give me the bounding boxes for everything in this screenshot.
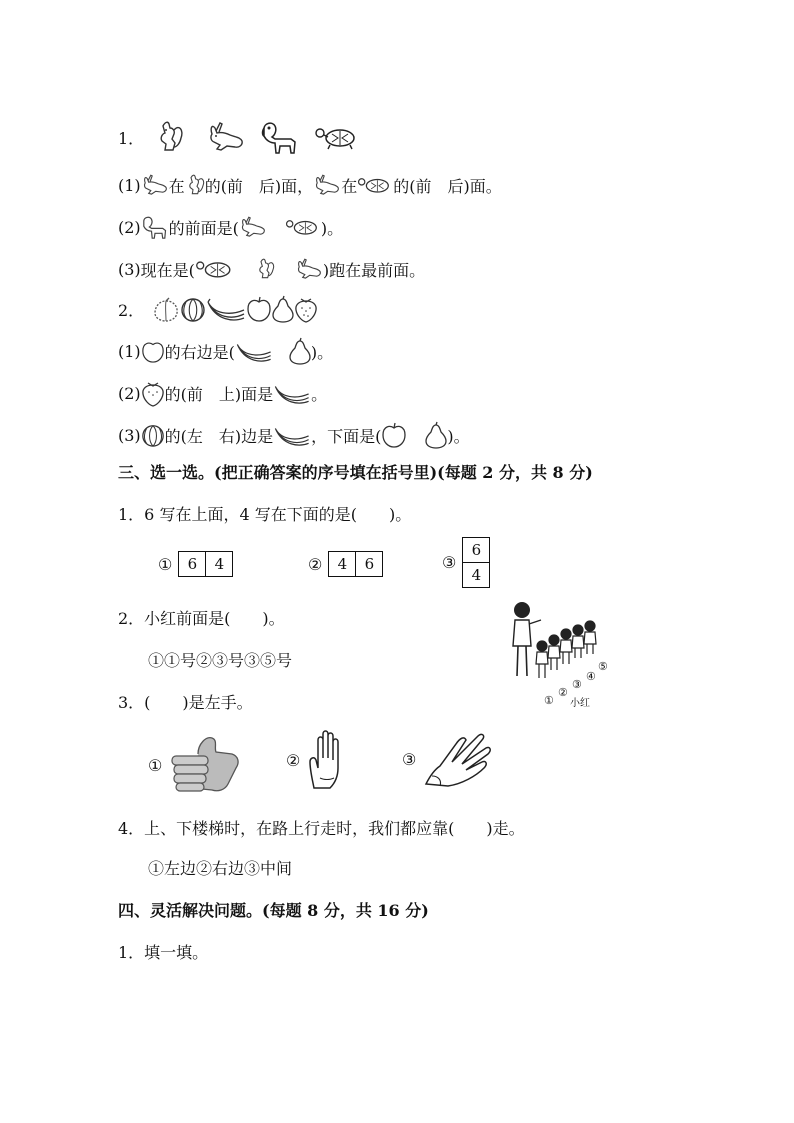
- section3-title: 三、选一选。(把正确答案的序号填在括号里)(每题 2 分，共 8 分): [118, 462, 593, 482]
- s3-q2-options: ①①号②③号③⑤号: [148, 650, 293, 670]
- s3-q1-option3: [442, 537, 490, 588]
- squirrel-icon: [185, 172, 205, 198]
- option-marker: ②: [286, 750, 301, 770]
- q1-part1-text-a: 在: [168, 176, 185, 196]
- apple-icon: [141, 338, 165, 364]
- child-label: ②: [558, 686, 568, 699]
- banana-icon: [206, 296, 246, 322]
- child-label: ①: [544, 694, 554, 707]
- option-marker: ③: [442, 553, 457, 572]
- dog-icon: [260, 119, 300, 155]
- q1-animals-row: [118, 122, 360, 152]
- rabbit-icon: [239, 216, 267, 238]
- q2-part3-text-b: ，下面是(: [311, 426, 382, 446]
- strawberry-icon: [294, 295, 318, 323]
- s3-q1-option1: [158, 551, 233, 577]
- squirrel-icon: [255, 256, 275, 282]
- option-marker: ①: [158, 554, 173, 574]
- banana-icon: [235, 339, 273, 363]
- s3-q3-option3: [402, 728, 494, 790]
- child-label: ③: [572, 678, 582, 691]
- q1-part1-text-b: 的(前 后)面，: [204, 176, 314, 196]
- turtle-icon: [285, 216, 321, 238]
- q2-part1-text-a: 的右边是(: [164, 342, 235, 362]
- horizontal-number-box: [328, 551, 383, 577]
- rabbit-icon: [141, 174, 169, 196]
- s3-q3-option2: [286, 728, 350, 792]
- s3-q1-text: 1．6 写在上面，4 写在下面的是( )。: [118, 504, 412, 524]
- child-label: ④: [586, 670, 596, 683]
- q1-part1-text-c: 在: [341, 176, 358, 196]
- s3-q3-text: 3．( )是左手。: [118, 692, 253, 712]
- pear-icon: [289, 337, 311, 365]
- apple-icon: [381, 421, 407, 449]
- side-palm-hand-icon: [422, 728, 494, 790]
- q2-part3-text-a: 的(左 右)边是: [164, 426, 274, 446]
- strawberry-icon: [141, 379, 165, 407]
- rabbit-icon: [295, 258, 323, 280]
- box-cell: 6: [355, 552, 382, 576]
- q2-part2: [118, 378, 327, 408]
- turtle-icon: [357, 174, 393, 196]
- banana-icon: [273, 381, 311, 405]
- s3-q4-text: 4．上、下楼梯时，在路上行走时，我们都应靠( )走。: [118, 818, 525, 838]
- peach-icon: [152, 296, 180, 322]
- watermelon-icon: [180, 296, 206, 322]
- q1-part3-text-a: 现在是(: [140, 260, 195, 280]
- vertical-number-box: [462, 537, 490, 588]
- s3-q2-text: 2．小红前面是( )。: [118, 608, 285, 628]
- q1-part1: [118, 170, 502, 200]
- turtle-icon: [314, 124, 360, 150]
- box-cell: 4: [205, 552, 232, 576]
- rabbit-icon: [206, 122, 246, 152]
- thumbs-up-hand-icon: [168, 734, 244, 796]
- squirrel-icon: [154, 120, 184, 154]
- q2-part2-text-a: 的(前 上)面是: [164, 384, 274, 404]
- q1-part2: [118, 212, 343, 242]
- q2-fruits-row: [118, 294, 318, 324]
- children-lineup-drawing: [502, 598, 622, 698]
- s4-q1-text: 1．填一填。: [118, 942, 209, 962]
- s3-q4-options: ①左边②右边③中间: [148, 858, 293, 878]
- q1-part3: [118, 254, 425, 284]
- open-palm-hand-icon: [306, 728, 350, 792]
- children-lineup-figure: [502, 598, 622, 712]
- s3-q1-option2: [308, 551, 383, 577]
- q2-part2-number: (2): [118, 383, 141, 403]
- q1-part3-number: (3): [118, 259, 141, 279]
- q2-part1-number: (1): [118, 341, 141, 361]
- dog-icon: [141, 214, 169, 240]
- box-cell: 4: [337, 555, 348, 573]
- q1-part1-text-d: 的(前 后)面。: [393, 176, 502, 196]
- child-label: ⑤: [598, 660, 608, 673]
- box-cell: 6: [471, 541, 482, 559]
- option-marker: ③: [402, 749, 417, 769]
- q1-part2-text-b: )。: [320, 218, 344, 238]
- apple-icon: [246, 295, 272, 323]
- q2-part3: [118, 420, 470, 450]
- s3-q3-option1: [148, 734, 244, 796]
- q2-part1: [118, 336, 333, 366]
- q1-part1-number: (1): [118, 175, 141, 195]
- turtle-icon: [195, 257, 235, 281]
- q1-part2-number: (2): [118, 217, 141, 237]
- q2-part3-text-c: )。: [447, 426, 470, 446]
- q2-number: 2．: [118, 300, 145, 320]
- watermelon-icon: [141, 423, 165, 447]
- q2-part2-text-b: 。: [311, 384, 328, 404]
- pear-icon: [425, 421, 447, 449]
- q1-part3-text-b: )跑在最前面。: [322, 260, 426, 280]
- pear-icon: [272, 295, 294, 323]
- banana-icon: [273, 423, 311, 447]
- rabbit-icon: [313, 174, 341, 196]
- section4-title: 四、灵活解决问题。(每题 8 分，共 16 分): [118, 900, 429, 920]
- xiaohong-label: 小红: [570, 698, 590, 709]
- option-marker: ②: [308, 554, 323, 574]
- horizontal-number-box: [178, 551, 233, 577]
- q2-part3-number: (3): [118, 425, 141, 445]
- q2-part1-text-b: )。: [310, 342, 334, 362]
- box-cell: 4: [463, 562, 489, 587]
- q1-part2-text-a: 的前面是(: [168, 218, 239, 238]
- q1-number: 1．: [118, 128, 145, 148]
- box-cell: 6: [187, 555, 198, 573]
- option-marker: ①: [148, 755, 163, 775]
